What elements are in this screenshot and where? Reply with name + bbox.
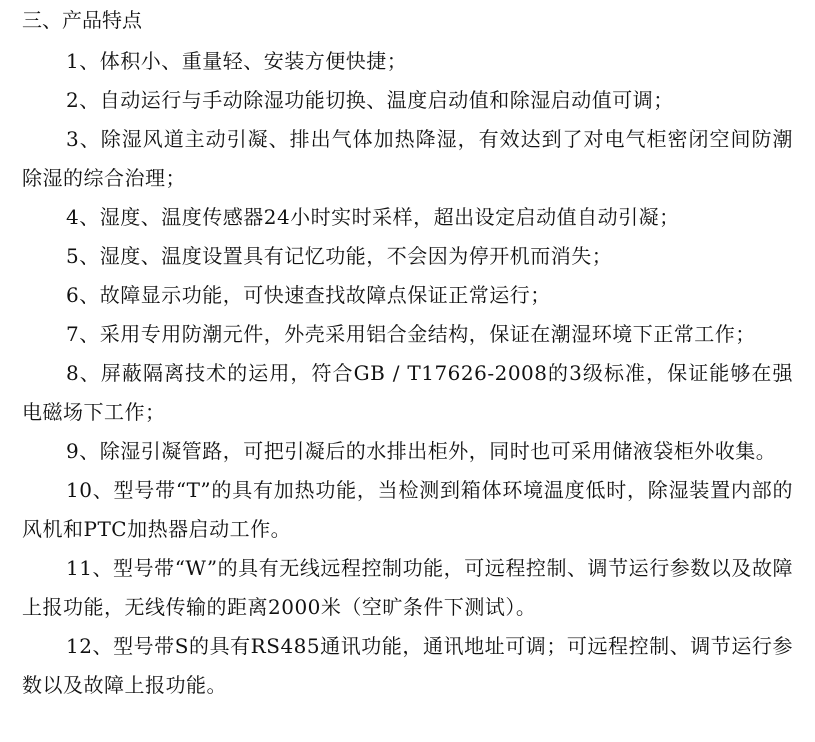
feature-item-2: 2、自动运行与手动除湿功能切换、温度启动值和除湿启动值可调； [66,88,674,112]
feature-item-9: 9、除湿引凝管路，可把引凝后的水排出柜外，同时也可采用储液袋柜外收集。 [66,439,777,463]
feature-list [22,42,793,705]
feature-item-1: 1、体积小、重量轻、安装方便快捷； [66,49,408,73]
feature-item-7: 7、采用专用防潮元件，外壳采用铝合金结构，保证在潮湿环境下正常工作； [66,322,756,346]
feature-item-8: 8、屏蔽隔离技术的运用，符合GB / T17626-2008的3级标准，保证能够在强电磁场下工作； [22,361,793,424]
feature-item-12: 12、型号带S的具有RS485通讯功能，通讯地址可调；可远程控制、调节运行参数以及故障上报功能。 [22,634,793,697]
feature-item-3: 3、除湿风道主动引凝、排出气体加热降湿，有效达到了对电气柜密闭空间防潮除湿的综合治理； [22,127,793,190]
feature-item-10: 10、型号带“T”的具有加热功能，当检测到箱体环境温度低时，除湿装置内部的风机和PTC加热器启动工作。 [22,478,793,541]
section-title: 三、产品特点 [22,8,142,32]
feature-item-6: 6、故障显示功能，可快速查找故障点保证正常运行； [66,283,551,307]
feature-item-11: 11、型号带“W”的具有无线远程控制功能，可远程控制、调节运行参数以及故障上报功能，无线传输的距离2000米（空旷条件下测试）。 [22,556,793,619]
feature-item-4: 4、湿度、温度传感器24小时实时采样，超出设定启动值自动引凝； [66,205,680,229]
feature-item-5: 5、湿度、温度设置具有记忆功能，不会因为停开机而消失； [66,244,613,268]
